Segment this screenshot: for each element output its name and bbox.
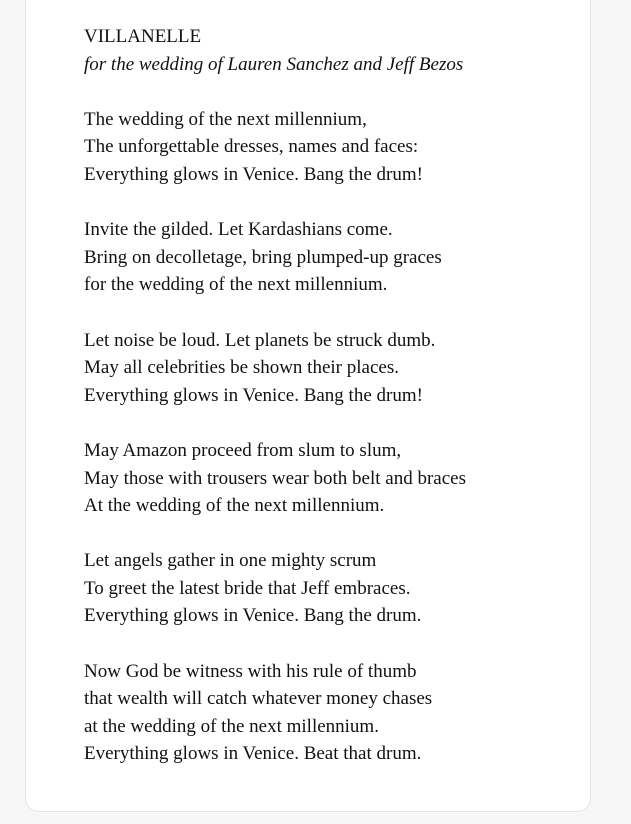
poem-line: Now God be witness with his rule of thumb: [84, 660, 417, 682]
poem-line: To greet the latest bride that Jeff embraces.: [84, 577, 411, 599]
poem-dedication: for the wedding of Lauren Sanchez and Jeff Bezos: [84, 53, 464, 75]
poem-line: Everything glows in Venice. Bang the drum!: [84, 384, 423, 406]
poem-line: Let angels gather in one mighty scrum: [84, 550, 377, 572]
poem-line: May those with trousers wear both belt and braces: [84, 467, 467, 489]
poem-line: May all celebrities be shown their places.: [84, 357, 399, 379]
poem-line: Everything glows in Venice. Bang the drum!: [84, 163, 423, 185]
stanza-5: [84, 547, 584, 630]
stanza-1: [84, 106, 584, 189]
poem-line: at the wedding of the next millennium.: [84, 715, 379, 737]
poem-line: May Amazon proceed from slum to slum,: [84, 439, 402, 461]
poem-line: Bring on decolletage, bring plumped-up graces: [84, 246, 442, 268]
poem-line: that wealth will catch whatever money chases: [84, 688, 433, 710]
poem-line: Everything glows in Venice. Bang the drum.: [84, 605, 422, 627]
stanza-3: [84, 327, 584, 410]
poem-title: VILLANELLE: [84, 26, 202, 47]
poem-line: Let noise be loud. Let planets be struck dumb.: [84, 329, 436, 351]
poem-line: Everything glows in Venice. Beat that drum.: [84, 743, 422, 765]
poem-line: The wedding of the next millennium,: [84, 108, 367, 130]
poem-line: The unforgettable dresses, names and faces:: [84, 136, 419, 158]
poem-line: Invite the gilded. Let Kardashians come.: [84, 219, 393, 241]
poem: [84, 23, 584, 768]
stanza-4: [84, 437, 584, 520]
poem-line: At the wedding of the next millennium.: [84, 495, 385, 517]
stanza-6: [84, 658, 584, 768]
poem-line: for the wedding of the next millennium.: [84, 274, 388, 296]
stanza-2: [84, 216, 584, 299]
